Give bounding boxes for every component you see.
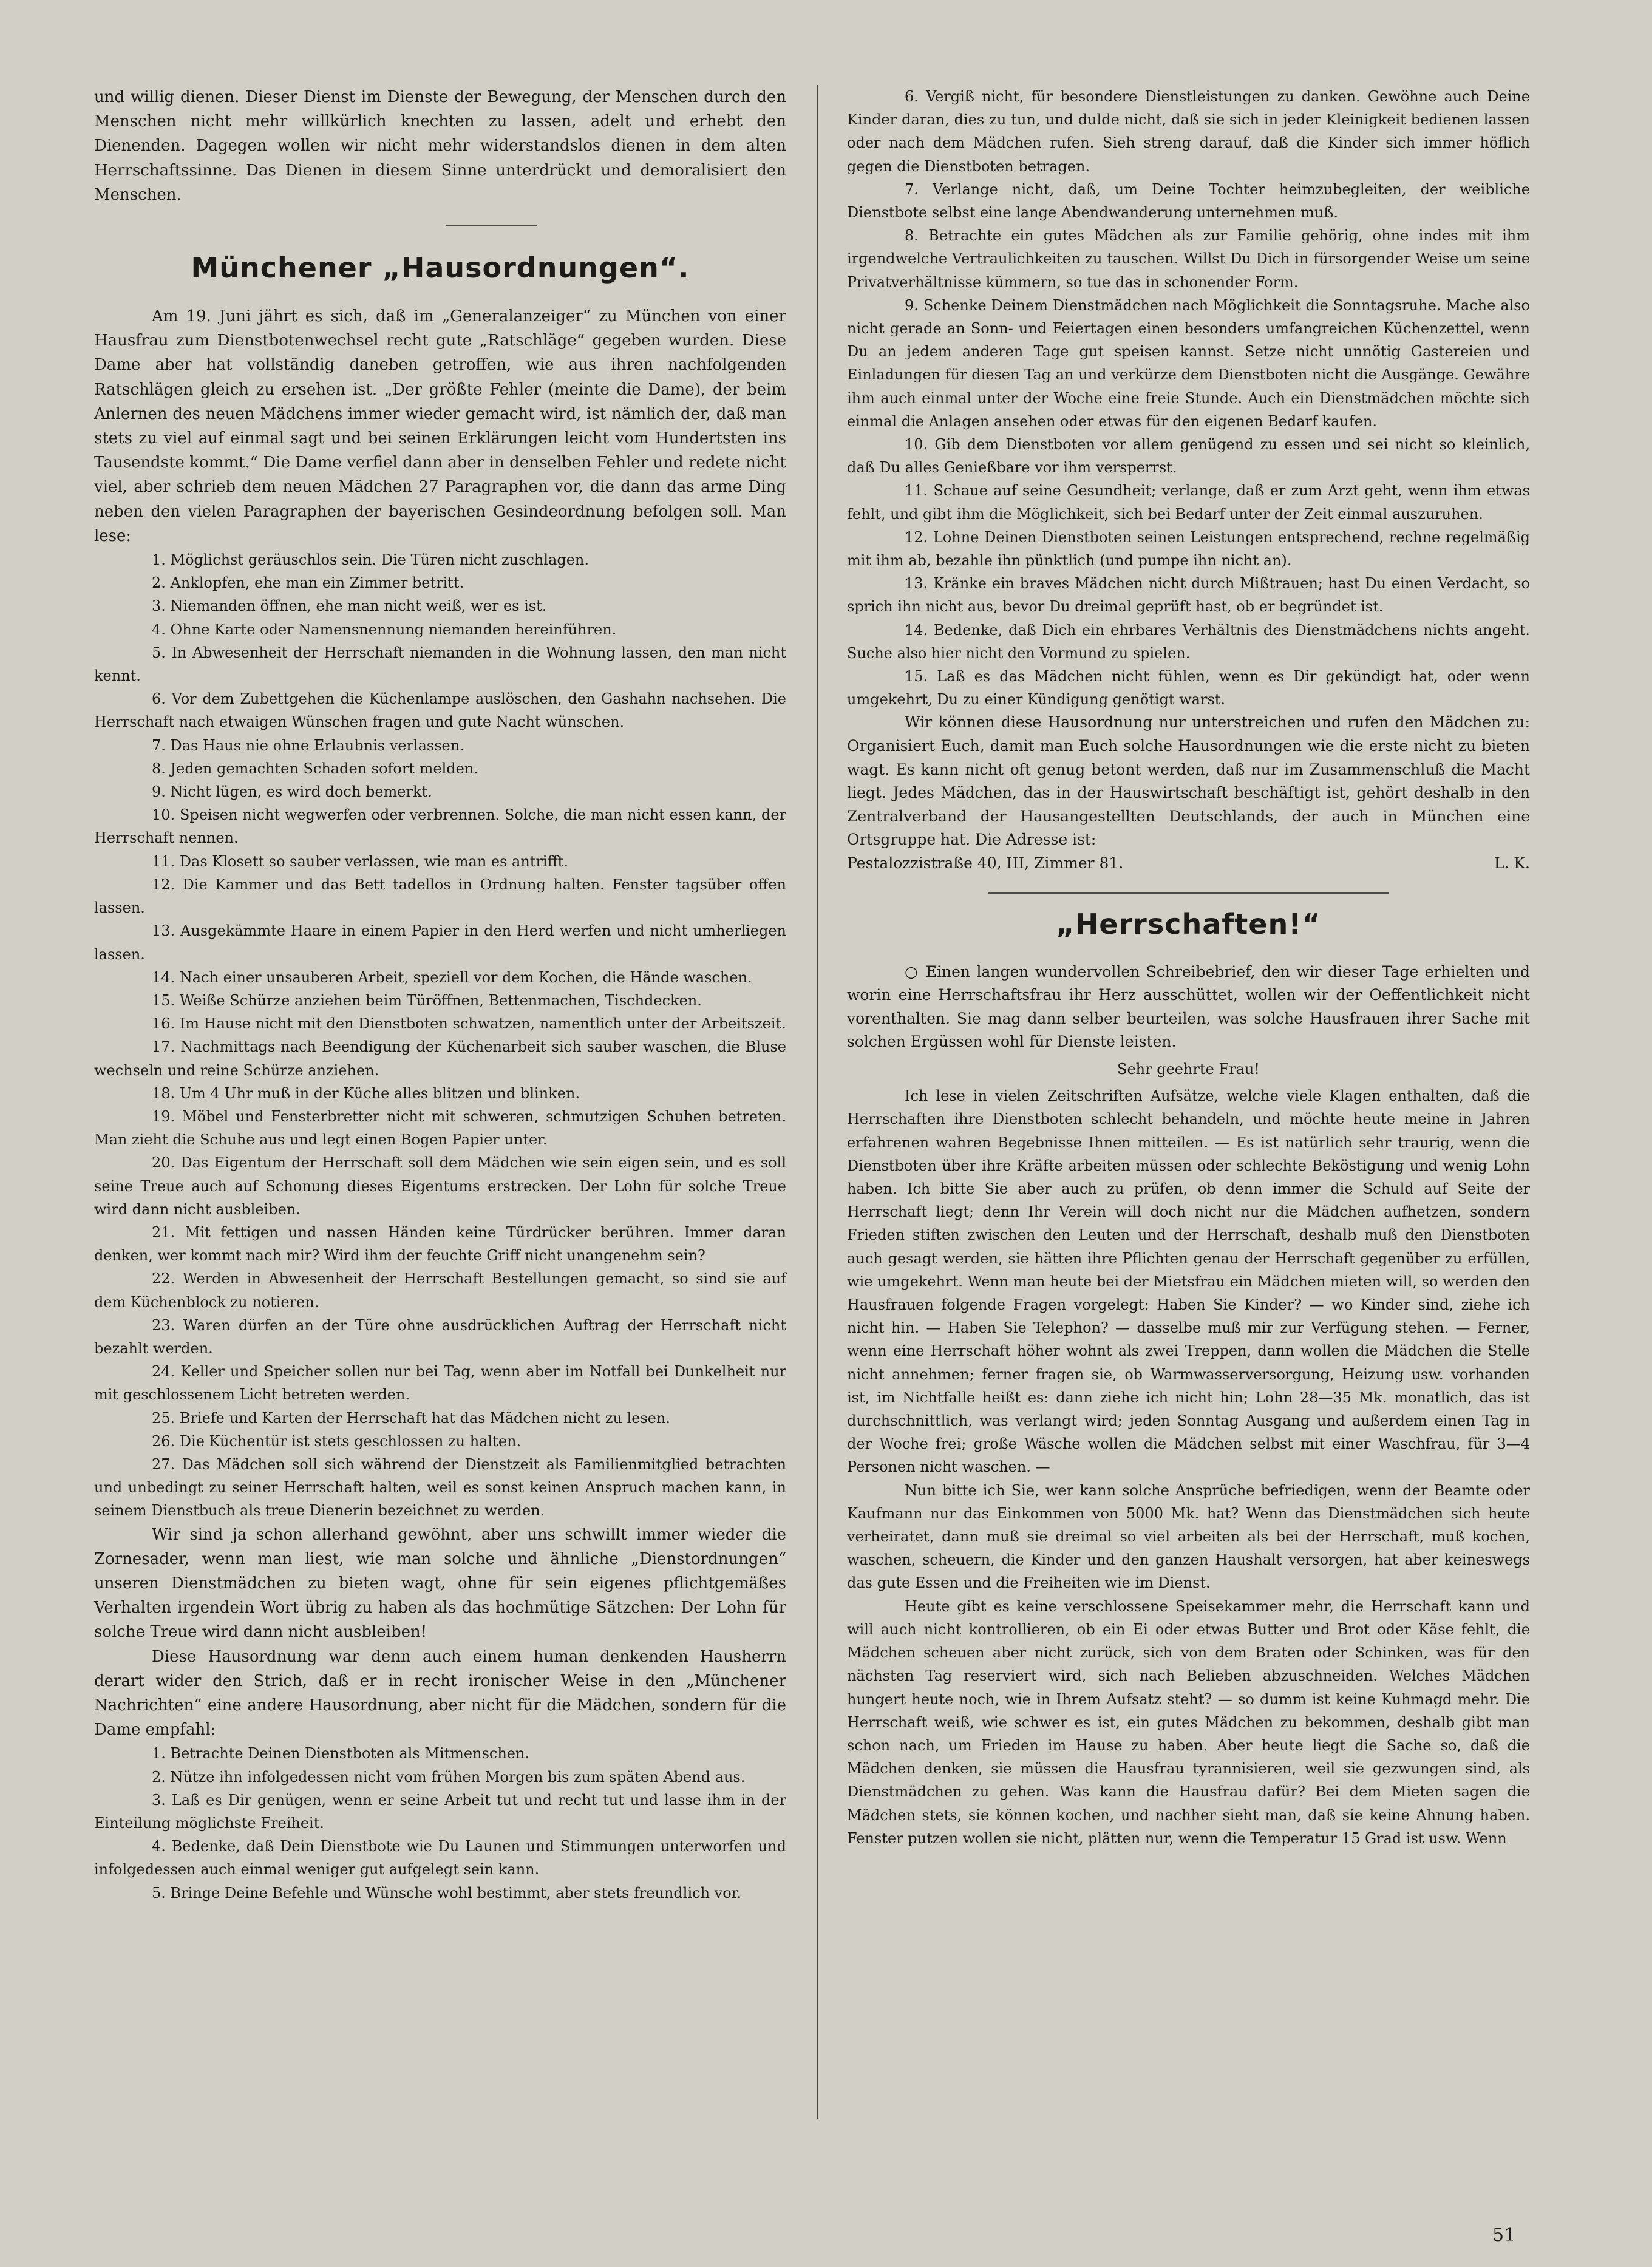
counter-rule-item: 2. Nütze ihn infolgedessen nicht vom frühen Morgen bis zum späten Abend aus. — [152, 1768, 746, 1786]
closing-paragraph: Wir können diese Hausordnung nur unterstreichen und rufen den Mädchen zu: Organisiert Euch, damit man Euch solche Hausordnungen wie die erste nicht zu bieten wagt. Es kann nicht oft genug betont werden, daß nur im Zusammenschluß die Macht liegt. Jedes Mädchen, das in der Hauswirtschaft beschäftigt ist, gehört deshalb in den Zentralverband der Hausangestellten Deutschlands, der auch in München eine Ortsgruppe hat. Die Adresse ist: — [847, 713, 1530, 849]
article-continuation: und willig dienen. Dieser Dienst im Dienste der Bewegung, der Menschen durch den Menschen nicht mehr willkürlich knechten zu lassen, adelt und erhebt den Dienenden. Dagegen wollen wir nicht mehr widerstandslos dienen in dem alten Herrschaftssinne. Das Dienen in diesem Sinne unterdrückt und demoralisiert den Menschen. — [94, 88, 786, 204]
letter-paragraph: Nun bitte ich Sie, wer kann solche Ansprüche befriedigen, wenn der Beamte oder Kaufmann nur das Einkommen von 5000 Mk. hat? Wenn das Dienstmädchen sich heute verheiratet, dann muß sie dreimal so viel arbeiten als bei der Herrschaft, muß kochen, waschen, scheuern, die Kinder und den ganzen Haushalt versorgen, hat aber keineswegs das gute Essen und die Freiheiten wie im Dienst. — [847, 1481, 1530, 1592]
counter-rule-item: 13. Kränke ein braves Mädchen nicht durch Mißtrauen; hast Du einen Verdacht, so sprich ihn nicht aus, bevor Du dreimal geprüft hast, ob er begründet ist. — [847, 575, 1530, 616]
counter-rule-item: 3. Laß es Dir genügen, wenn er seine Arbeit tut und recht tut und lasse ihm in der Einteilung möglichste Freiheit. — [94, 1791, 786, 1832]
left-column — [94, 85, 786, 1905]
counter-rule-item: 6. Vergiß nicht, für besondere Dienstleistungen zu danken. Gewöhne auch Deine Kinder daran, dies zu tun, und dulde nicht, daß sie sich in jeder Kleinigkeit bedienen lassen oder nach dem Mädchen rufen. Sieh streng darauf, daß die Kinder sich immer höflich gegen die Dienstboten betragen. — [847, 88, 1530, 175]
rule-item: 18. Um 4 Uhr muß in der Küche alles blitzen und blinken. — [152, 1084, 580, 1102]
rule-item: 20. Das Eigentum der Herrschaft soll dem Mädchen wie sein eigen sein, und es soll seine Treue auch auf Schonung dieses Eigentums erstrecken. Der Lohn für solche Treue wird dann nicht ausbleiben. — [94, 1154, 786, 1218]
letter-paragraph: Ich lese in vielen Zeitschriften Aufsätze, welche viele Klagen enthalten, daß die Herrschaften ihre Dienstboten schlecht behandeln, und möchte heute meine in Jahren erfahrenen wahren Begebnisse Ihnen mitteilen. — Es ist natürlich sehr traurig, wenn die Dienstboten über ihre Kräfte arbeiten müssen oder schlechte Beköstigung und wenig Lohn haben. Ich bitte Sie aber auch zu prüfen, ob denn immer die Schuld auf Seite der Herrschaft liegt; denn Ihr Verein will doch nicht nur die Mädchen aufhetzen, sondern Frieden stiften zwischen den Leuten und der Herrschaft, deshalb muß den Dienstboten auch gesagt werden, sie hätten ihre Pflichten genau der Herrschaft gegenüber zu erfüllen, wie umgekehrt. Wenn man heute bei der Mietsfrau ein Mädchen mieten will, so werden den Hausfrauen folgende Fragen vorgelegt: Haben Sie Kinder? — wo Kinder sind, ziehe ich nicht hin. — Haben Sie Telephon? — dasselbe muß mir zur Verfügung stehen. — Ferner, wenn eine Herrschaft höher wohnt als zwei Treppen, dann wollen die Mädchen die Stelle nicht annehmen; ferner fragen sie, ob Warmwasserversorgung, Heizung usw. vorhanden ist, im Nichtfalle heißt es: dann ziehe ich nicht hin; Lohn 28—35 Mk. monatlich, das ist durchschnittlich, was verlangt wird; jeden Sonntag Ausgang und außerdem einen Tag in der Woche frei; große Wäsche wollen die Mädchen selbst mit einer Waschfrau, für 3—4 Personen nicht waschen. — — [847, 1087, 1530, 1476]
section-separator — [988, 892, 1389, 894]
counter-rule-item: 11. Schaue auf seine Gesundheit; verlange, daß er zum Arzt geht, wenn ihm etwas fehlt, und gibt ihm die Möglichkeit, sich bei Bedarf unter der Zeit einmal auszuruhen. — [847, 482, 1530, 523]
rule-item: 8. Jeden gemachten Schaden sofort melden. — [152, 760, 478, 777]
counter-rules-list — [94, 1742, 786, 1904]
rule-item: 27. Das Mädchen soll sich während der Dienstzeit als Familienmitglied betrachten und unbedingt zu seiner Herrschaft halten, weil es sonst keinen Anspruch machen kann, in seinem Dienstbuch als treue Dienerin bezeichnet zu werden. — [94, 1455, 786, 1520]
article-paragraph: Diese Hausordnung war denn auch einem human denkenden Hausherrn derart wider den Strich, daß er in recht ironischer Weise in den „Münchener Nachrichten“ eine andere Hausordnung, aber nicht für die Mädchen, sondern für die Dame empfahl: — [94, 1647, 786, 1739]
rule-item: 17. Nachmittags nach Beendigung der Küchenarbeit sich sauber waschen, die Bluse wechseln und reine Schürze anziehen. — [94, 1038, 786, 1079]
rule-item: 19. Möbel und Fensterbretter nicht mit schweren, schmutzigen Schuhen betreten. Man zieht die Schuhe aus und legt einen Bogen Papier unter. — [94, 1107, 786, 1149]
rule-item: 15. Weiße Schürze anziehen beim Türöffnen, Bettenmachen, Tischdecken. — [152, 991, 702, 1009]
counter-rule-item: 1. Betrachte Deinen Dienstboten als Mitmenschen. — [152, 1745, 530, 1762]
right-column — [847, 85, 1530, 1850]
address: Pestalozzistraße 40, III, Zimmer 81. — [847, 854, 1124, 872]
counter-rule-item: 15. Laß es das Mädchen nicht fühlen, wenn es Dir gekündigt hat, oder wenn umgekehrt, Du zu einer Kündigung genötigt warst. — [847, 668, 1530, 709]
article-intro: ○ Einen langen wundervollen Schreibebrief, den wir dieser Tage erhielten und worin eine Herrschaftsfrau ihr Herz ausschüttet, wollen wir der Oeffentlichkeit nicht vorenthalten. Sie mag dann selber beurteilen, was solche Hausfrauen ihrer Sache mit solchen Ergüssen wohl für Dienste leisten. — [847, 962, 1530, 1051]
rule-item: 4. Ohne Karte oder Namensnennung niemanden hereinführen. — [152, 620, 617, 638]
rule-item: 1. Möglichst geräuschlos sein. Die Türen nicht zuschlagen. — [152, 551, 589, 569]
rule-item: 10. Speisen nicht wegwerfen oder verbrennen. Solche, die man nicht essen kann, der Herrschaft nennen. — [94, 806, 786, 847]
rule-item: 25. Briefe und Karten der Herrschaft hat das Mädchen nicht zu lesen. — [152, 1409, 671, 1427]
counter-rule-item: 7. Verlange nicht, daß, um Deine Tochter heimzubegleiten, der weibliche Dienstbote selbst eine lange Abendwanderung unternehmen muß. — [847, 180, 1530, 222]
rules-list — [94, 548, 786, 1523]
rule-item: 12. Die Kammer und das Bett tadellos in Ordnung halten. Fenster tagsüber offen lassen. — [94, 875, 786, 917]
article-heading-herrschaften: „Herrschaften!“ — [1056, 907, 1321, 940]
letter-salutation: Sehr geehrte Frau! — [1117, 1061, 1260, 1078]
rule-item: 7. Das Haus nie ohne Erlaubnis verlassen. — [152, 736, 464, 754]
page-number: 51 — [1492, 2225, 1516, 2246]
counter-rule-item: 8. Betrachte ein gutes Mädchen als zur Familie gehörig, ohne indes mit ihm irgendwelche Vertraulichkeiten zu tauschen. Willst Du Dich in fürsorgender Weise um seine Privatverhältnisse kümmern, so tue das in schonender Form. — [847, 227, 1530, 291]
rule-item: 14. Nach einer unsauberen Arbeit, speziell vor dem Kochen, die Hände waschen. — [152, 968, 752, 986]
rule-item: 26. Die Küchentür ist stets geschlossen zu halten. — [152, 1432, 522, 1450]
rule-item: 11. Das Klosett so sauber verlassen, wie man es antrifft. — [152, 852, 568, 870]
rule-item: 13. Ausgekämmte Haare in einem Papier in den Herd werfen und nicht umherliegen lassen. — [94, 922, 786, 963]
section-separator — [446, 225, 537, 226]
counter-rule-item: 14. Bedenke, daß Dich ein ehrbares Verhältnis des Dienstmädchens nichts angeht. Suche also hier nicht den Vormund zu spielen. — [847, 621, 1530, 662]
rule-item: 6. Vor dem Zubettgehen die Küchenlampe auslöschen, den Gashahn nachsehen. Die Herrschaft nach etwaigen Wünschen fragen und gute Nacht wünschen. — [94, 690, 786, 731]
rule-item: 22. Werden in Abwesenheit der Herrschaft Bestellungen gemacht, so sind sie auf dem Küchenblock zu notieren. — [94, 1270, 786, 1311]
letter-body — [847, 1084, 1530, 1850]
rule-item: 16. Im Hause nicht mit den Dienstboten schwatzen, namentlich unter der Arbeitszeit. — [152, 1015, 786, 1033]
counter-rule-item: 4. Bedenke, daß Dein Dienstbote wie Du Launen und Stimmungen unterworfen und infolgedessen auch einmal weniger gut aufgelegt sein kann. — [94, 1838, 786, 1878]
rule-item: 2. Anklopfen, ehe man ein Zimmer betritt. — [152, 574, 464, 592]
counter-rule-item: 5. Bringe Deine Befehle und Wünsche wohl bestimmt, aber stets freundlich vor. — [152, 1884, 742, 1902]
rule-item: 23. Waren dürfen an der Türe ohne ausdrücklichen Auftrag der Herrschaft nicht bezahlt werden. — [94, 1316, 786, 1357]
article-paragraph: Wir sind ja schon allerhand gewöhnt, aber uns schwillt immer wieder die Zornesader, wenn man liest, wie man solche und ähnliche „Dienstordnungen“ unseren Dienstmädchen zu bieten wagt, ohne für sein eigenes pflichtgemäßes Verhalten irgendein Wort übrig zu haben als das hochmütige Sätzchen: Der Lohn für solche Treue wird dann nicht ausbleiben! — [94, 1525, 786, 1642]
author-signature: L. K. — [1494, 854, 1530, 872]
article-paragraph: Am 19. Juni jährt es sich, daß im „Generalanzeiger“ zu München von einer Hausfrau zum Dienstbotenwechsel recht gute „Ratschläge“ gegeben wurden. Diese Dame aber hat vollständig daneben getroffen, wie aus ihren nachfolgenden Ratschlägen gleich zu ersehen ist. „Der größte Fehler (meinte die Dame), der beim Anlernen des neuen Mädchens immer wieder gemacht wird, ist nämlich der, daß man stets zu viel auf einmal sagt und bei seinen Erklärungen leicht vom Hundertsten ins Tausendste kommt.“ Die Dame verfiel dann aber in denselben Fehler und redete nicht viel, aber schrieb dem neuen Mädchen 27 Paragraphen vor, die dann das arme Ding neben den vielen Paragraphen der bayerischen Gesindeordnung befolgen soll. Man lese: — [94, 307, 786, 545]
letter-paragraph: Heute gibt es keine verschlossene Speisekammer mehr, die Herrschaft kann und will auch nicht kontrollieren, ob ein Ei oder etwas Butter und Brot oder Käse fehlt, die Mädchen scheuen aber nicht zurück, sich von dem Braten oder Schinken, was für den nächsten Tag reserviert wird, sich nach Belieben abzuschneiden. Welches Mädchen hungert heute noch, wie in Ihrem Aufsatz steht? — so dumm ist keine Kuhmagd mehr. Die Herrschaft weiß, wie schwer es ist, ein gutes Mädchen zu bekommen, deshalb gibt man schon nach, um Frieden im Hause zu haben. Aber heute liegt die Sache so, daß die Mädchen denken, sie müssen die Hausfrau tyrannisieren, weil sie gezwungen sind, als Dienstmädchen zu gehen. Was kann die Hausfrau dafür? Bei dem Mieten sagen die Mädchen stets, sie können kochen, und nachher sieht man, daß sie keine Ahnung haben. Fenster putzen wollen sie nicht, plätten nur, wenn die Temperatur 15 Grad ist usw. Wenn — [847, 1597, 1530, 1847]
rule-item: 21. Mit fettigen und nassen Händen keine Türdrücker berühren. Immer daran denken, wer kommt nach mir? Wird ihm der feuchte Griff nicht unangenehm sein? — [94, 1223, 786, 1265]
column-divider — [817, 85, 818, 2119]
rule-item: 9. Nicht lügen, es wird doch bemerkt. — [152, 783, 432, 801]
counter-rule-item: 10. Gib dem Dienstboten vor allem genügend zu essen und sei nicht so kleinlich, daß Du alles Genießbare vor ihm versperrst. — [847, 436, 1530, 477]
rule-item: 24. Keller und Speicher sollen nur bei Tag, wenn aber im Notfall bei Dunkelheit nur mit geschlossenem Licht betreten werden. — [94, 1363, 786, 1404]
article-heading-hausordnungen: Münchener „Hausordnungen“. — [191, 251, 690, 285]
rule-item: 5. In Abwesenheit der Herrschaft niemanden in die Wohnung lassen, den man nicht kennt. — [94, 644, 786, 685]
address-line — [847, 852, 1530, 875]
counter-rule-item: 12. Lohne Deinen Dienstboten seinen Leistungen entsprechend, rechne regelmäßig mit ihm ab, bezahle ihn pünktlich (und pumpe ihn nicht an). — [847, 528, 1530, 569]
rule-item: 3. Niemanden öffnen, ehe man nicht weiß, wer es ist. — [152, 597, 547, 615]
counter-rules-continued — [847, 85, 1530, 711]
counter-rule-item: 9. Schenke Deinem Dienstmädchen nach Möglichkeit die Sonntagsruhe. Mache also nicht gerade an Sonn- und Feiertagen einen besonders umfangreichen Küchenzettel, wenn Du an jedem anderen Tage gut speisen kannst. Setze nicht unnötig Gastereien und Einladungen für diesen Tag an und verkürze dem Dienstboten nicht die Ausgänge. Gewähre ihm auch einmal unter der Woche eine freie Stunde. Auch ein Dienstmädchen möchte sich einmal die Anlagen ansehen oder etwas für den eigenen Bedarf kaufen. — [847, 296, 1530, 430]
